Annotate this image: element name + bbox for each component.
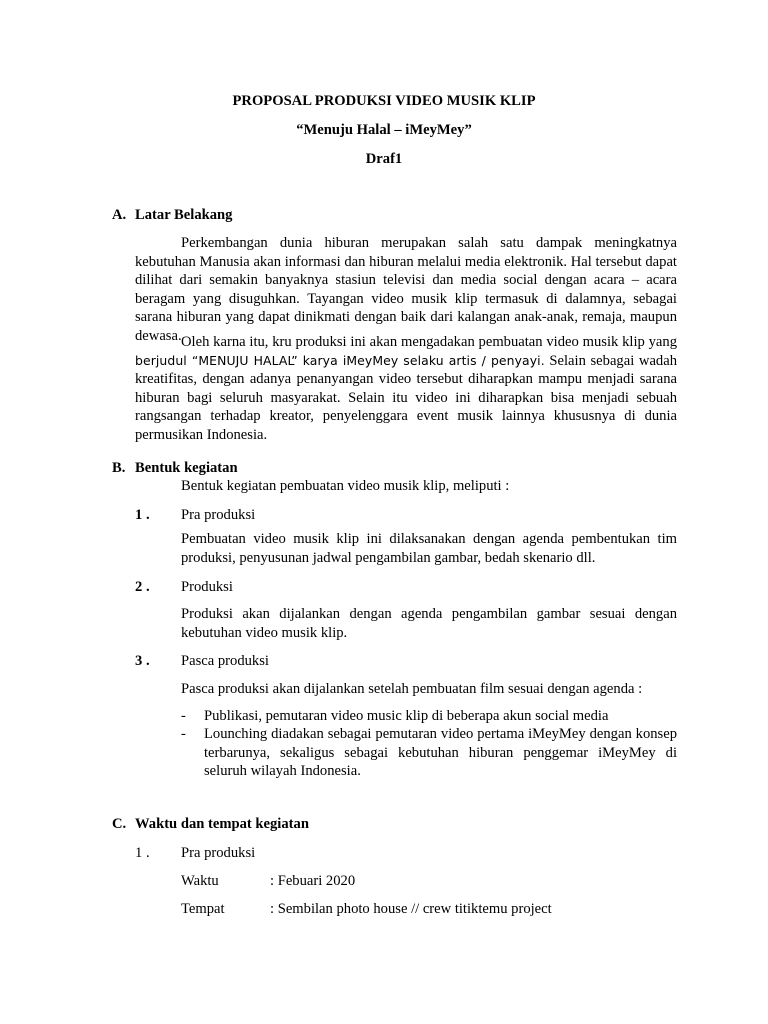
bullet-marker: - bbox=[181, 708, 186, 724]
section-b-item-3-title: Pasca produksi bbox=[181, 653, 269, 669]
waktu-value: : Febuari 2020 bbox=[270, 873, 356, 889]
section-b-item-3-number: 3 . bbox=[135, 653, 150, 669]
section-b-heading: Bentuk kegiatan bbox=[135, 460, 238, 476]
tempat-label: Tempat bbox=[181, 901, 225, 917]
document-subtitle: “Menuju Halal – iMeyMey” bbox=[296, 122, 472, 138]
bullet-marker: - bbox=[181, 726, 186, 742]
section-c-marker: C. bbox=[112, 816, 127, 832]
section-c-item-1-title: Pra produksi bbox=[181, 845, 256, 861]
bullet-item-publikasi: Publikasi, pemutaran video music klip di beberapa akun social media bbox=[204, 708, 609, 724]
section-b-item-1-description: Pembuatan video musik klip ini dilaksanakan dengan agenda pembentukan tim produksi, penyusunan jadwal pengambilan gambar, bedah skenario dll. bbox=[181, 531, 677, 566]
section-c-item-1-number: 1 . bbox=[135, 845, 150, 861]
section-a-heading: Latar Belakang bbox=[135, 207, 233, 223]
section-a-marker: A. bbox=[112, 207, 127, 223]
section-a-paragraph-1: Perkembangan dunia hiburan merupakan salah satu dampak meningkatnya kebutuhan Manusia akan informasi dan hiburan melalui media elektronik. Hal tersebut dapat dilihat dari semakin banyaknya stasiun televisi dan media social dengan acara – acara beragam yang disuguhkan. Tayangan video musik klip termasuk di dalamnya, sebagai sarana hiburan yang dapat dinikmati dengan baik dari kalangan anak-anak, remaja, maupun dewasa. bbox=[135, 235, 677, 344]
section-a-paragraph-2-start: Oleh karna itu, kru produksi ini akan mengadakan pembuatan video musik klip yang bbox=[181, 334, 677, 350]
section-a-paragraph-2-end: Selain sebagai wadah kreatifitas, dengan adanya penanyangan video tersebut diharapkan mampu menjadi sarana hiburan bagi seluruh masyarakat. Selain itu video ini diharapkan bisa menjadi sebuah rangsangan terhadap kreator, penyelenggara event musik lainnya khususnya di dunia permusikan Indonesia. bbox=[135, 352, 677, 443]
section-b-item-2-description: Produksi akan dijalankan dengan agenda pengambilan gambar sesuai dengan kebutuhan video musik klip. bbox=[181, 606, 677, 641]
section-a-paragraph-2 bbox=[135, 333, 677, 444]
section-b-marker: B. bbox=[112, 460, 126, 476]
document-title: PROPOSAL PRODUKSI VIDEO MUSIK KLIP bbox=[232, 93, 536, 109]
section-a-paragraph-2-title-phrase: berjudul “MENUJU HALAL” karya iMeyMey selaku artis / penyayi. bbox=[135, 352, 545, 368]
waktu-label: Waktu bbox=[181, 873, 219, 889]
section-b-item-2-number: 2 . bbox=[135, 579, 150, 595]
section-b-intro: Bentuk kegiatan pembuatan video musik klip, meliputi : bbox=[181, 478, 510, 494]
document-draft-label: Draf1 bbox=[365, 151, 403, 167]
tempat-value: : Sembilan photo house // crew titiktemu project bbox=[270, 901, 552, 917]
section-b-item-3-description: Pasca produksi akan dijalankan setelah pembuatan film sesuai dengan agenda : bbox=[181, 681, 643, 697]
section-b-item-1-title: Pra produksi bbox=[181, 507, 256, 523]
bullet-item-lounching: Lounching diadakan sebagai pemutaran video pertama iMeyMey dengan konsep terbarunya, sekaligus sebagai kebutuhan hiburan penggemar iMeyMey di seluruh wilayah Indonesia. bbox=[204, 726, 677, 779]
section-b-item-2-title: Produksi bbox=[181, 579, 233, 595]
section-c-heading: Waktu dan tempat kegiatan bbox=[135, 816, 309, 832]
section-b-item-1-number: 1 . bbox=[135, 507, 150, 523]
